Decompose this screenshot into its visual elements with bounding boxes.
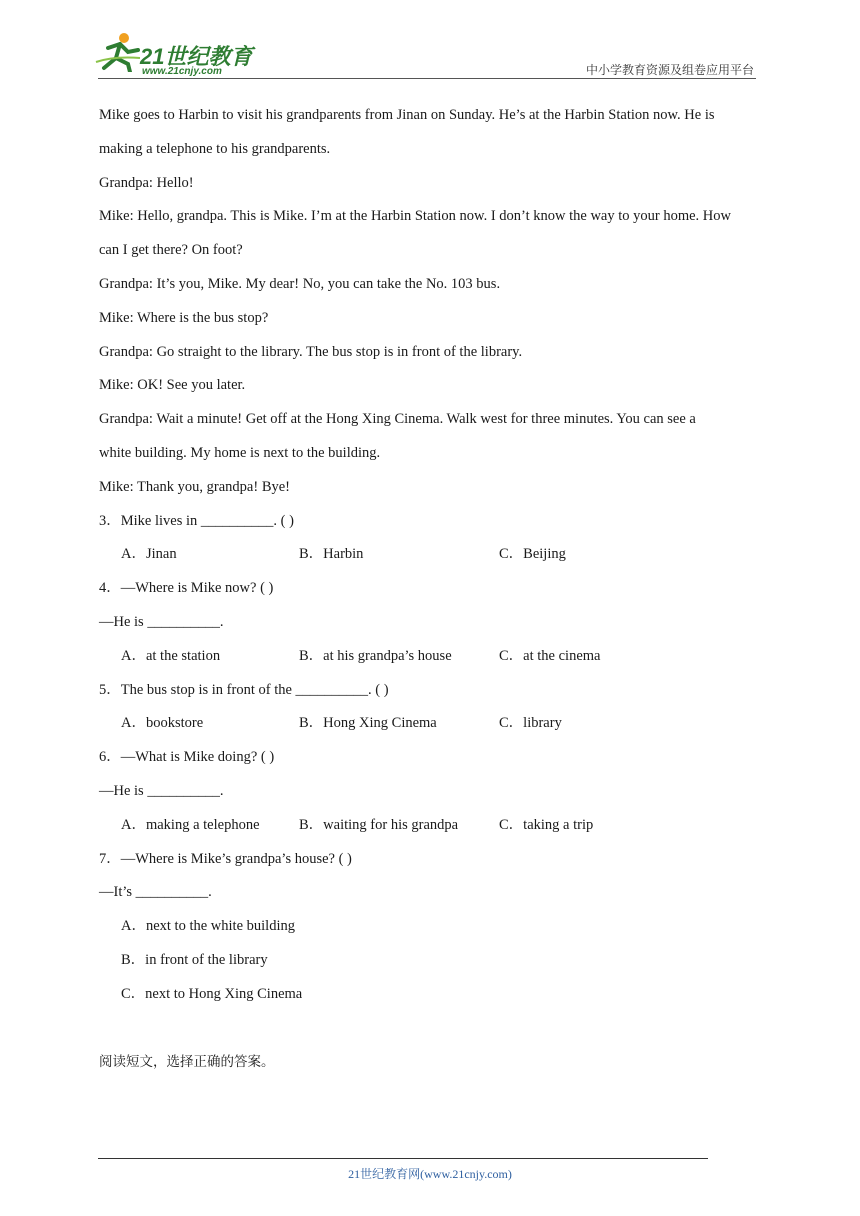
question-6-options [99, 809, 764, 843]
passage-line: can I get there? On foot? [99, 242, 243, 259]
page-header [0, 0, 860, 80]
option-c[interactable]: C．taking a trip [499, 816, 594, 833]
option-b[interactable]: B．at his grandpa’s house [299, 647, 452, 664]
question-3-options [99, 538, 764, 572]
question-6-stem: 6．—What is Mike doing? ( ) [99, 749, 275, 766]
question-4-answer-line: —He is __________. [99, 613, 224, 630]
question-4-stem: 4．—Where is Mike now? ( ) [99, 580, 274, 597]
option-a[interactable]: A．at the station [121, 647, 221, 664]
passage-line: Mike: OK! See you later. [99, 377, 246, 394]
question-3-stem: 3．Mike lives in __________. ( ) [99, 512, 294, 529]
option-b[interactable]: B．Hong Xing Cinema [299, 715, 437, 732]
question-5-stem: 5．The bus stop is in front of the __________. ( ) [99, 681, 389, 698]
passage-line: Mike goes to Harbin to visit his grandparents from Jinan on Sunday. He’s at the Harbin Station now. He is [99, 107, 715, 123]
passage-line: Mike: Hello, grandpa. This is Mike. I’m at the Harbin Station now. I don’t know the way to your home. How [99, 208, 731, 225]
platform-name: 中小学教育资源及组卷应用平台 [585, 63, 754, 77]
option-a[interactable]: A．making a telephone [121, 816, 260, 833]
passage-line: Grandpa: Go straight to the library. The bus stop is in front of the library. [99, 343, 523, 360]
question-7-answer-line: —It’s __________. [99, 884, 212, 901]
option-b[interactable]: B．waiting for his grandpa [299, 816, 459, 833]
option-b[interactable]: B．in front of the library [121, 951, 268, 968]
option-a[interactable]: A．Jinan [121, 546, 177, 563]
passage-line: Mike: Where is the bus stop? [99, 309, 269, 326]
passage-line: Grandpa: Wait a minute! Get off at the Hong Xing Cinema. Walk west for three minutes. You can see a [99, 411, 696, 428]
question-5-options [99, 707, 764, 741]
option-b[interactable]: B．Harbin [299, 546, 364, 563]
option-c[interactable]: C．next to Hong Xing Cinema [121, 985, 303, 1002]
runner-logo-icon [94, 32, 142, 72]
question-7-stem: 7．—Where is Mike’s grandpa’s house? ( ) [99, 850, 352, 867]
site-logo [94, 30, 264, 80]
passage-line: Grandpa: Hello! [99, 174, 194, 191]
section-instruction: 阅读短文，选择正确的答案。 [99, 1054, 275, 1070]
passage-line: white building. My home is next to the building. [99, 444, 381, 461]
option-c[interactable]: C．at the cinema [499, 647, 601, 664]
question-6-answer-line: —He is __________. [99, 782, 224, 799]
logo-title: 21世纪教育 [140, 44, 253, 69]
footer-link[interactable]: 21世纪教育网(www.21cnjy.com) [348, 1167, 512, 1181]
option-a[interactable]: A．next to the white building [121, 918, 295, 935]
option-c[interactable]: C．Beijing [499, 546, 566, 563]
document-body [99, 99, 764, 1012]
question-4-options [99, 640, 764, 674]
passage-line: Grandpa: It’s you, Mike. My dear! No, you can take the No. 103 bus. [99, 275, 501, 292]
header-divider [98, 78, 756, 79]
footer-divider [98, 1158, 708, 1159]
logo-url: www.21cnjy.com [142, 66, 222, 77]
option-c[interactable]: C．library [499, 715, 562, 732]
passage-line: Mike: Thank you, grandpa! Bye! [99, 478, 291, 495]
option-a[interactable]: A．bookstore [121, 715, 204, 732]
passage-line: making a telephone to his grandparents. [99, 140, 331, 157]
